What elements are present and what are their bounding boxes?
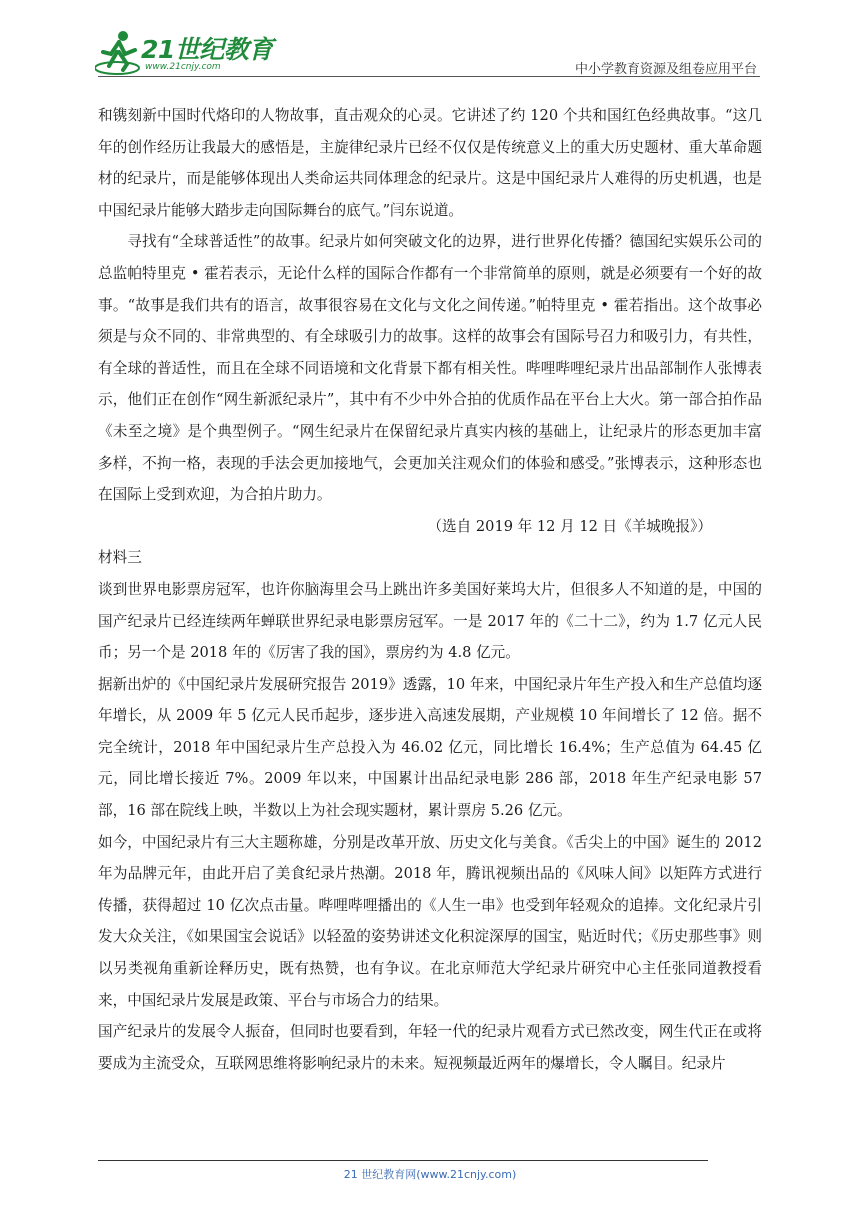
site-logo[interactable]	[95, 28, 273, 80]
runner-logo-icon	[95, 28, 143, 78]
paragraph: 和镌刻新中国时代烙印的人物故事，直击观众的心灵。它讲述了约 120 个共和国红色经典故事。“这几年的创作经历让我最大的感悟是，主旋律纪录片已经不仅仅是传统意义上的重大历史题材、重大革命题材的纪录片，而是能够体现出人类命运共同体理念的纪录片。这是中国纪录片人难得的历史机遇，也是中国纪录片能够大踏步走向国际舞台的底气。”闫东说道。	[98, 107, 762, 219]
header-tagline: 中小学教育资源及组卷应用平台	[574, 62, 757, 77]
article-body	[98, 100, 762, 1079]
source-citation: （选自 2019 年 12 月 12 日《羊城晚报》）	[427, 517, 712, 535]
logo-title: 21世纪教育	[141, 35, 273, 64]
paragraph: 国产纪录片的发展令人振奋，但同时也要看到，年轻一代的纪录片观看方式已然改变，网生代正在或将要成为主流受众，互联网思维将影响纪录片的未来。短视频最近两年的爆增长，令人瞩目。纪录片	[98, 1023, 762, 1072]
footer-divider	[98, 1160, 708, 1161]
paragraph: 如今，中国纪录片有三大主题称雄，分别是改革开放、历史文化与美食。《舌尖上的中国》诞生的 2012 年为品牌元年，由此开启了美食纪录片热潮。2018 年，腾讯视频出品的《风味人间》以矩阵方式进行传播，获得超过 10 亿次点击量。哔哩哔哩播出的《人生一串》也受到年轻观众的追捧。文化纪录片引发大众关注，《如果国宝会说话》以轻盈的姿势讲述文化积淀深厚的国宝，贴近时代；《历史那些事》则以另类视角重新诠释历史，既有热赞，也有争议。在北京师范大学纪录片研究中心主任张同道教授看来，中国纪录片发展是政策、平台与市场合力的结果。	[98, 833, 762, 1009]
paragraph: 谈到世界电影票房冠军，也许你脑海里会马上跳出许多美国好莱坞大片，但很多人不知道的是，中国的国产纪录片已经连续两年蝉联世界纪录电影票房冠军。一是 2017 年的《二十二》，约为 1.7 亿元人民币；另一个是 2018 年的《厉害了我的国》，票房约为 4.8 亿元。	[98, 580, 762, 662]
page-header	[0, 0, 860, 90]
logo-url: www.21cnjy.com	[145, 62, 221, 72]
footer-link[interactable]: 21 世纪教育网(www.21cnjy.com)	[343, 1168, 517, 1181]
paragraph: 寻找有“全球普适性”的故事。纪录片如何突破文化的边界，进行世界化传播？德国纪实娱乐公司的总监帕特里克 • 霍若表示，无论什么样的国际合作都有一个非常简单的原则，就是必须要有一个好的故事。“故事是我们共有的语言，故事很容易在文化与文化之间传递。”帕特里克 • 霍若指出。这个故事必须是与众不同的、非常典型的、有全球吸引力的故事。这样的故事会有国际号召力和吸引力，有共性，有全球的普适性，而且在全球不同语境和文化背景下都有相关性。哔哩哔哩纪录片出品部制作人张博表示，他们正在创作“网生新派纪录片”，其中有不少中外合拍的优质作品在平台上大火。第一部合拍作品《未至之境》是个典型例子。“网生纪录片在保留纪录片真实内核的基础上，让纪录片的形态更加丰富多样，不拘一格，表现的手法会更加接地气，会更加关注观众们的体验和感受。”张博表示，这种形态也在国际上受到欢迎，为合拍片助力。	[98, 233, 762, 504]
paragraph: 据新出炉的《中国纪录片发展研究报告 2019》透露，10 年来，中国纪录片年生产投入和生产总值均逐年增长，从 2009 年 5 亿元人民币起步，逐步进入高速发展期，产业规模 10 年间增长了 12 倍。据不完全统计，2018 年中国纪录片生产总投入为 46.02 亿元，同比增长 16.4%；生产总值为 64.45 亿元，同比增长接近 7%。2009 年以来，中国累计出品纪录电影 286 部，2018 年生产纪录电影 57 部，16 部在院线上映，半数以上为社会现实题材，累计票房 5.26 亿元。	[98, 675, 762, 820]
section-heading: 材料三	[98, 549, 142, 567]
header-divider	[98, 76, 760, 77]
